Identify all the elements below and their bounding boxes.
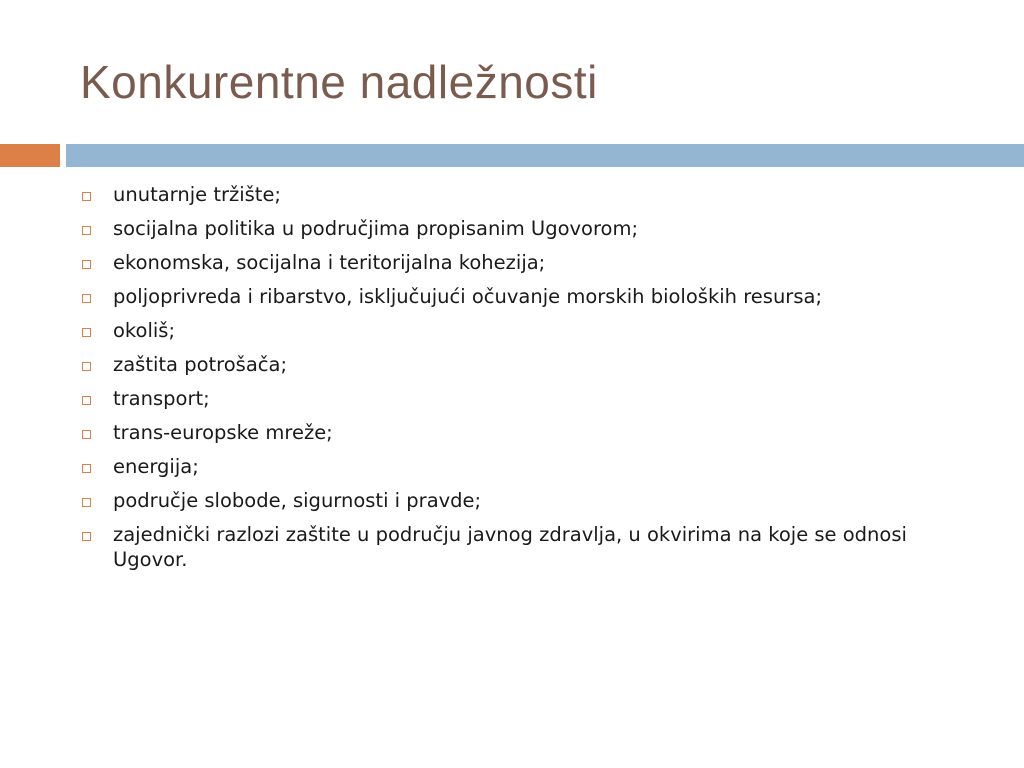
list-item-text: energija; [113, 455, 199, 478]
slide-title: Konkurentne nadležnosti [80, 56, 598, 108]
list-item [82, 216, 982, 241]
list-item [82, 386, 982, 411]
list-item-text: trans-europske mreže; [113, 421, 333, 444]
hollow-square-icon [82, 532, 91, 541]
list-item [82, 250, 982, 275]
list-item [82, 284, 982, 309]
list-item-text: unutarnje tržište; [113, 183, 282, 206]
list-item-text: okoliš; [113, 319, 176, 342]
list-item [82, 420, 982, 445]
hollow-square-icon [82, 396, 91, 405]
hollow-square-icon [82, 362, 91, 371]
list-item-text: zaštita potrošača; [113, 353, 288, 376]
hollow-square-icon [82, 226, 91, 235]
hollow-square-icon [82, 294, 91, 303]
list-item [82, 352, 982, 377]
list-item [82, 454, 982, 479]
hollow-square-icon [82, 464, 91, 473]
list-item [82, 318, 982, 343]
list-item [82, 488, 982, 513]
list-item [82, 182, 982, 207]
accent-bar [0, 144, 60, 167]
hollow-square-icon [82, 498, 91, 507]
hollow-square-icon [82, 260, 91, 269]
list-item-text: poljoprivreda i ribarstvo, isključujući očuvanje morskih bioloških resursa; [113, 285, 823, 308]
list-item-text: socijalna politika u područjima propisanim Ugovorom; [113, 217, 639, 240]
list-item [82, 522, 982, 572]
hollow-square-icon [82, 430, 91, 439]
header-divider-bar [66, 144, 1024, 167]
hollow-square-icon [82, 192, 91, 201]
list-item-text: područje slobode, sigurnosti i pravde; [113, 489, 482, 512]
list-item-text: transport; [113, 387, 210, 410]
list-item-text: zajednički razlozi zaštite u području javnog zdravlja, u okvirima na koje se odnosi Ugovor. [113, 523, 907, 571]
bullet-list [82, 182, 982, 581]
hollow-square-icon [82, 328, 91, 337]
list-item-text: ekonomska, socijalna i teritorijalna kohezija; [113, 251, 546, 274]
